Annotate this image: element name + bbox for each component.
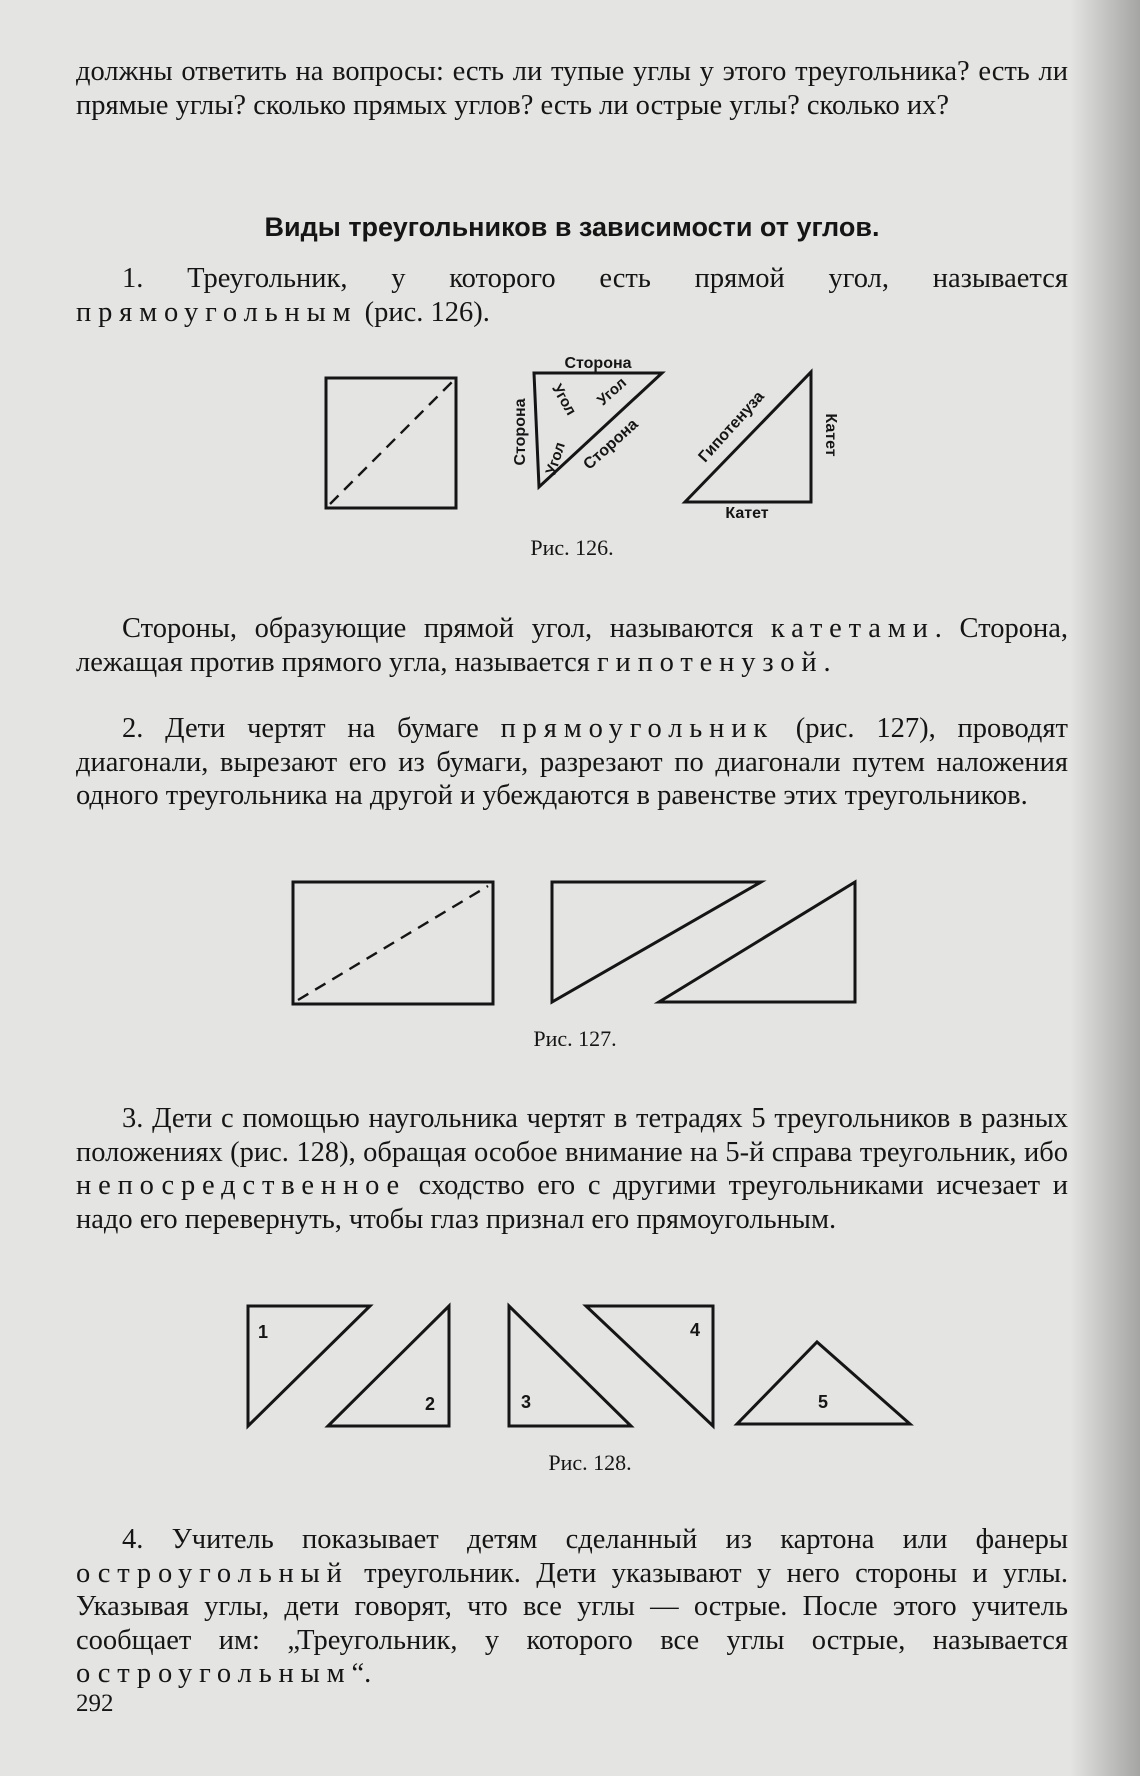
term-acute-2: остроугольным bbox=[76, 1658, 352, 1689]
svg-text:1: 1 bbox=[258, 1322, 269, 1342]
paragraph-4: 3. Дети с помощью наугольника чертят в тетрадях 5 треугольников в разных положениях (рис. 128), обращая особое внимание на 5-й справа треугольник, ибо непосредственное сходство его с другими треугольниками исчезает и надо его перевернуть, чтобы глаз признал его прямоугольным. bbox=[76, 1103, 1068, 1235]
paragraph-2: Стороны, образующие прямой угол, называются катетами. Сторона, лежащая против прямого угла, называется гипотенузой. bbox=[76, 613, 1068, 678]
section-heading: Виды треугольников в зависимости от углов. bbox=[264, 212, 880, 242]
page-number: 292 bbox=[76, 1690, 114, 1717]
fig126-caption: Рис. 126. bbox=[530, 535, 614, 560]
term-rectangle: прямоугольник bbox=[500, 713, 774, 744]
fig127-caption: Рис. 127. bbox=[533, 1026, 617, 1051]
term-rectangular: прямоугольным bbox=[76, 296, 358, 328]
term-acute-1: остроугольный bbox=[76, 1557, 349, 1589]
fig128-triangle-4 bbox=[586, 1306, 713, 1426]
svg-text:3: 3 bbox=[521, 1392, 532, 1412]
fig126-side-top: Сторона bbox=[564, 355, 632, 372]
fig126-leg-bottom: Катет bbox=[725, 505, 769, 522]
fig128-triangle-2 bbox=[328, 1306, 449, 1426]
fig126-angle-2: Угол bbox=[593, 374, 630, 410]
fig126-hypotenuse: Гипотенуза bbox=[695, 388, 768, 466]
term-hypotenuse: гипотенузой bbox=[596, 646, 824, 678]
fig126-side-hyp: Сторона bbox=[580, 415, 642, 474]
fig128-triangle-1 bbox=[248, 1306, 370, 1426]
svg-text:2: 2 bbox=[425, 1394, 436, 1414]
fig128-triangle-3 bbox=[509, 1306, 631, 1426]
svg-text:5: 5 bbox=[818, 1392, 829, 1412]
fig126-angle-3: Угол bbox=[542, 440, 569, 477]
term-immediate: непосредственное bbox=[76, 1170, 407, 1201]
term-legs: катетами bbox=[770, 613, 935, 644]
fig126-side-left: Сторона bbox=[512, 398, 529, 466]
paragraph-3: 2. Дети чертят на бумаге прямоугольник (рис. 127), проводят диагонали, вырезают его из бумаги, разрезают по диагонали путем наложения одного треугольника на другой и убеждаются в равенстве этих треугольников. bbox=[76, 713, 1068, 811]
fig126-angle-1: Угол bbox=[548, 381, 580, 419]
paragraph-1: 1. Треугольник, у которого есть прямой угол, называется прямоугольным (рис. 126). bbox=[76, 263, 1068, 328]
fig128-triangle-5 bbox=[737, 1342, 910, 1424]
intro-paragraph: должны ответить на вопросы: есть ли тупые углы у этого треугольника? есть ли прямые углы? сколько прямых углов? есть ли острые углы? сколько их? bbox=[76, 56, 1068, 121]
fig126-leg-vertical: Катет bbox=[822, 413, 839, 457]
fig128-caption: Рис. 128. bbox=[548, 1450, 632, 1475]
svg-text:4: 4 bbox=[690, 1320, 701, 1340]
paragraph-5: 4. Учитель показывает детям сделанный из картона или фанеры остроугольный треугольник. Дети указывают у него стороны и углы. Указывая углы, дети говорят, что все углы — острые. После этого учитель сообщает им: „Треугольник, у которого все углы острые, называется остроугольным“. bbox=[76, 1524, 1068, 1689]
